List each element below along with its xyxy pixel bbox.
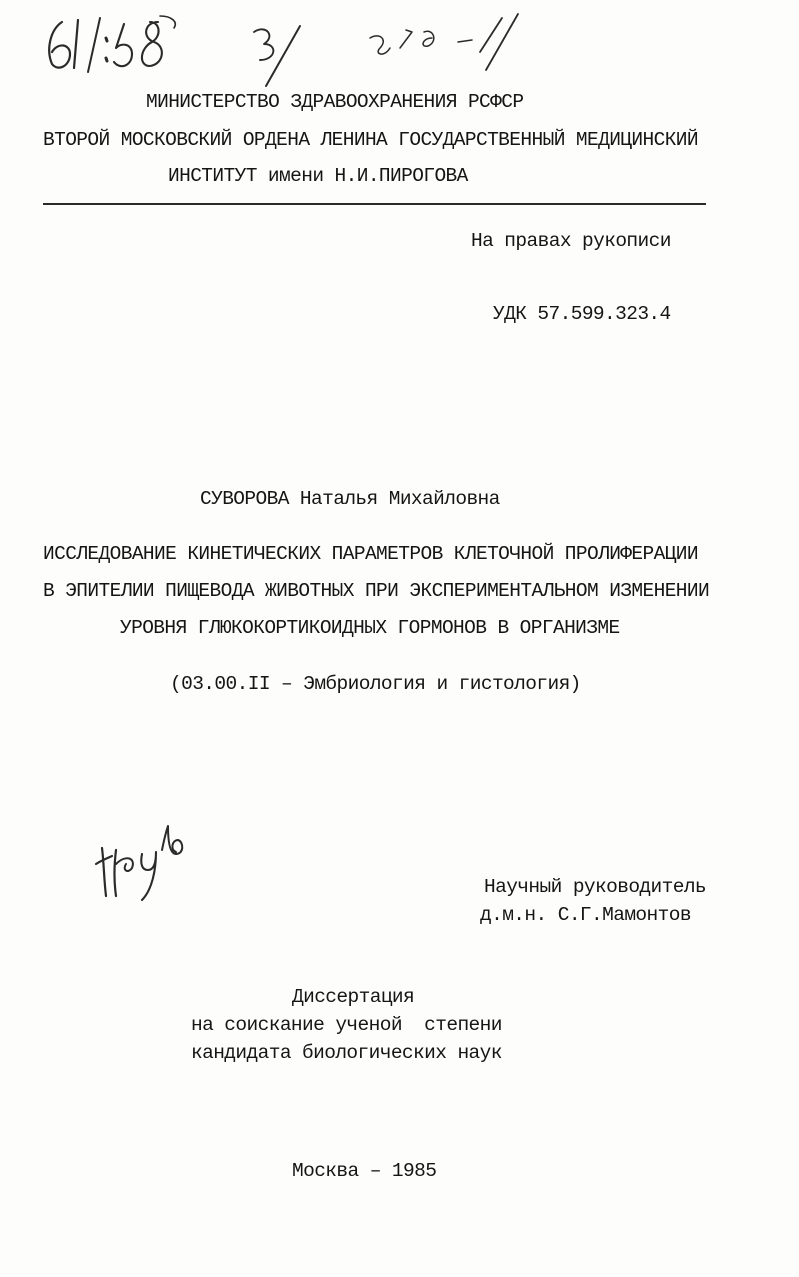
dissertation-title-line-1: ИССЛЕДОВАНИЕ КИНЕТИЧЕСКИХ ПАРАМЕТРОВ КЛЕТОЧНОЙ ПРОЛИФЕРАЦИИ xyxy=(43,543,699,565)
degree-line-1: Диссертация xyxy=(292,986,415,1008)
author-name: СУВОРОВА Наталья Михайловна xyxy=(200,488,500,510)
degree-line-3: кандидата биологических наук xyxy=(191,1042,502,1064)
institute-name-line-2: ИНСТИТУТ имени Н.И.ПИРОГОВА xyxy=(168,165,468,187)
handwritten-archive-note xyxy=(40,8,520,90)
header-divider xyxy=(43,203,706,205)
udc-code: УДК 57.599.323.4 xyxy=(493,303,671,325)
city-year: Москва – 1985 xyxy=(292,1160,437,1182)
specialty-code: (03.00.II – Эмбриология и гистология) xyxy=(170,673,581,695)
manuscript-rights-note: На правах рукописи xyxy=(471,230,671,252)
ministry-name: МИНИСТЕРСТВО ЗДРАВООХРАНЕНИЯ РСФСР xyxy=(146,91,524,113)
degree-line-2: на соискание ученой степени xyxy=(191,1014,502,1036)
institute-name-line-1: ВТОРОЙ МОСКОВСКИЙ ОРДЕНА ЛЕНИНА ГОСУДАРСТВЕННЫЙ МЕДИЦИНСКИЙ xyxy=(43,129,699,151)
handwritten-signature xyxy=(92,820,188,904)
dissertation-title-line-2: В ЭПИТЕЛИИ ПИЩЕВОДА ЖИВОТНЫХ ПРИ ЭКСПЕРИМЕНТАЛЬНОМ ИЗМЕНЕНИИ xyxy=(43,580,710,602)
supervisor-name: д.м.н. С.Г.Мамонтов xyxy=(480,904,691,926)
dissertation-title-line-3: УРОВНЯ ГЛЮКОКОРТИКОИДНЫХ ГОРМОНОВ В ОРГАНИЗМЕ xyxy=(120,617,620,639)
supervisor-role: Научный руководитель xyxy=(484,876,707,898)
